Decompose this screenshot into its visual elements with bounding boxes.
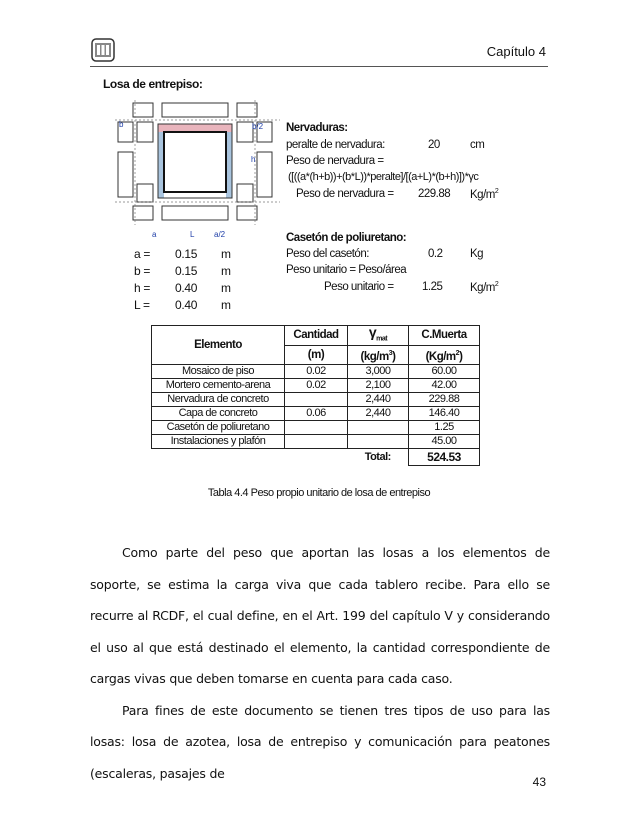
table-header-row-1 [152, 326, 480, 346]
section-title: Losa de entrepiso: [103, 77, 203, 91]
peso-nervadura-label: Peso de nervadura = [286, 155, 384, 167]
peso-nervadura-formula: ([((a*(h+b))+(b*L))*peralte]/[(a+L)*(b+h)])*γc [288, 171, 479, 183]
diagram-label-b: b [119, 120, 124, 129]
cell-gamma: 2,440 [348, 407, 409, 421]
cell-cantidad: 0.06 [285, 407, 348, 421]
header-gamma-unit: $(kg/m^3)$ [348, 346, 409, 365]
header-elemento: Elemento [152, 326, 285, 365]
peso-nervadura-result-label: Peso de nervadura = [296, 188, 394, 200]
table-row [152, 421, 480, 435]
paragraph: Para fines de este documento se tienen tres tipos de uso para las losas: losa de azotea, losa de entrepiso y comunicación para peatones (escaleras, pasajes de [90, 702, 550, 781]
paragraph: Como parte del peso que aportan las losas a los elementos de soporte, se estima la carga viva que cada tablero recibe. Para ello se recurre al RCDF, el cual define, en el Art. 199 del capítulo V y considerando el uso al que está destinado el elemento, la cantidad correspondiente de cargas vivas que deben tomarse en cuenta para cada caso. [90, 545, 550, 686]
cell-cantidad [285, 393, 348, 407]
caseton-peso-value: 0.2 [428, 248, 443, 260]
cell-cmuerta: 42.00 [409, 379, 480, 393]
cell-gamma: 2,100 [348, 379, 409, 393]
cell-gamma [348, 435, 409, 449]
table-total-row [152, 449, 480, 466]
table-row [152, 435, 480, 449]
cell-cmuerta: 1.25 [409, 421, 480, 435]
nervaduras-title: Nervaduras: [286, 122, 348, 134]
diagram-label-h: h [251, 155, 256, 164]
diagram-label-b2: b/2 [252, 122, 264, 131]
page-number: 43 [532, 775, 546, 789]
cell-gamma: 3,000 [348, 365, 409, 379]
caseton-peso-label: Peso del casetón: [286, 248, 369, 260]
institution-logo [91, 38, 115, 62]
cell-gamma: 2,440 [348, 393, 409, 407]
cell-elemento: Mortero cemento-arena [152, 379, 285, 393]
cell-elemento: Capa de concreto [152, 407, 285, 421]
diagram-label-a: a [152, 230, 157, 239]
table-row [152, 393, 480, 407]
cell-elemento: Mosaico de piso [152, 365, 285, 379]
cell-elemento: Casetón de poliuretano [152, 421, 285, 435]
cell-cantidad [285, 421, 348, 435]
header-cantidad-unit: (m) [285, 346, 348, 365]
peso-nervadura-result-value: 229.88 [418, 188, 451, 200]
cell-gamma [348, 421, 409, 435]
cell-cmuerta: 229.88 [409, 393, 480, 407]
peso-nervadura-result-unit: $Kg/m^2$ [470, 188, 499, 201]
diagram-label-a2: a/2 [214, 230, 226, 239]
table-row [152, 365, 480, 379]
table-caption: Tabla 4.4 Peso propio unitario de losa de entrepiso [207, 487, 431, 499]
body-text [90, 537, 550, 789]
header-cmuerta-unit: $(Kg/m^2)$ [409, 346, 480, 365]
caseton-unit-label: Peso unitario = Peso/área [286, 264, 407, 276]
total-label: Total: [364, 451, 391, 464]
cell-cantidad: 0.02 [285, 365, 348, 379]
peralte-label: peralte de nervadura: [286, 139, 385, 151]
dead-load-table [151, 325, 480, 466]
diagram-label-L: L [190, 230, 195, 239]
header-rule [90, 66, 548, 67]
cell-elemento: Nervadura de concreto [152, 393, 285, 407]
header-cmuerta: C.Muerta [409, 326, 480, 346]
peralte-value: 20 [428, 139, 440, 151]
header-cantidad: Cantidad [285, 326, 348, 346]
caseton-result-unit: $Kg/m^2$ [470, 281, 499, 294]
cell-cmuerta: 146.40 [409, 407, 480, 421]
slab-diagram [115, 100, 280, 245]
chapter-header: Capítulo 4 [486, 44, 546, 59]
caseton-peso-unit: Kg [470, 248, 484, 260]
total-value: 524.53 [409, 449, 480, 466]
cell-cantidad [285, 435, 348, 449]
cell-cmuerta: 45.00 [409, 435, 480, 449]
cell-elemento: Instalaciones y plafón [152, 435, 285, 449]
table-row [152, 379, 480, 393]
cell-cmuerta: 60.00 [409, 365, 480, 379]
caseton-result-value: 1.25 [422, 281, 443, 293]
peralte-unit: cm [470, 139, 485, 151]
caseton-result-label: Peso unitario = [324, 281, 394, 293]
caseton-title: Casetón de poliuretano: [286, 232, 407, 244]
header-gamma: $\gamma_{mat}$ [348, 326, 409, 346]
table-row [152, 407, 480, 421]
cell-cantidad: 0.02 [285, 379, 348, 393]
